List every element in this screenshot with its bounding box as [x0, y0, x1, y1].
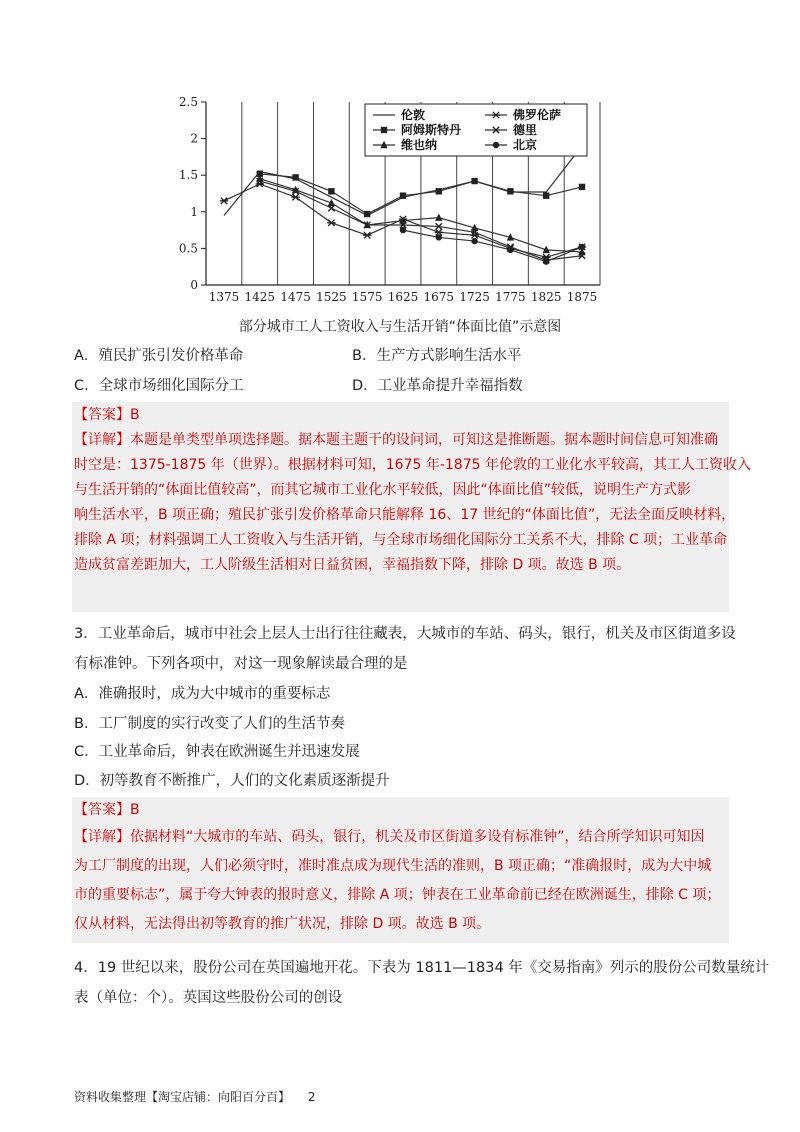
- answer-label: 【答案】B: [74, 407, 140, 423]
- legend-label: 德里: [513, 123, 538, 137]
- x-tick-label: 1825: [530, 290, 562, 304]
- option-c: C．工业革命后，钟表在欧洲诞生并迅速发展: [74, 744, 360, 760]
- x-tick-label: 1525: [316, 290, 347, 304]
- dot-marker: [543, 258, 549, 264]
- legend-label: 伦敦: [401, 108, 426, 122]
- legend-label: 维也纳: [401, 138, 438, 152]
- option-d: D．初等教育不断推广，人们的文化素质逐渐提升: [74, 773, 390, 789]
- wage-ratio-chart: [170, 90, 630, 312]
- option-b: B．生产方式影响生活水平: [352, 348, 522, 364]
- option-d: D．工业革命提升幸福指数: [352, 378, 523, 394]
- option-c: C．全球市场细化国际分工: [74, 378, 244, 394]
- detail-line: 时空是：1375-1875 年（世界）。根据材料可知，1675 年-1875 年伦敦的工业化水平较高，其工人工资收入: [74, 457, 751, 473]
- option-a: A．准确报时，成为大中城市的重要标志: [74, 686, 331, 702]
- page-number: 2: [307, 1090, 316, 1104]
- footer-source: 资料收集整理【淘宝店铺：向阳百分百】: [74, 1090, 291, 1104]
- square-marker: [292, 174, 298, 180]
- detail-line: 仅从材料，无法得出初等教育的推广状况，排除 D 项。故选 B 项。: [74, 916, 491, 932]
- x-tick-label: 1875: [566, 290, 598, 304]
- chart-series: [220, 146, 586, 265]
- square-marker: [400, 192, 406, 198]
- x-tick-label: 1775: [495, 290, 526, 304]
- detail-line: 【详解】依据材料“大城市的车站、码头，银行，机关及市区街道多设有标准钟”，结合所学知识可知因: [74, 829, 705, 845]
- square-marker: [543, 192, 549, 198]
- answer-label: 【答案】B: [74, 802, 140, 818]
- dot-marker: [493, 142, 499, 148]
- detail-line: 与生活开销的“体面比值较高”，而其它城市工业化水平较低，因此“体面比值”较低，说明生产方式影: [74, 482, 692, 498]
- option-b: B．工厂制度的实行改变了人们的生活节奏: [74, 716, 345, 732]
- square-marker: [507, 188, 513, 194]
- x-tick-label: 1625: [387, 290, 419, 304]
- question-3-stem-line: 3．工业革命后，城市中社会上层人士出行往往藏表，大城市的车站、码头，银行，机关及市区街道多设: [74, 626, 736, 642]
- page-footer: [74, 1088, 315, 1105]
- square-marker: [328, 188, 334, 194]
- detail-line: 排除 A 项；材料强调工人工资收入与生活开销，与全球市场细化国际分工关系不大，排除 C 项；工业革命: [74, 532, 728, 548]
- legend-label: 阿姆斯特丹: [401, 123, 462, 137]
- dot-marker: [471, 238, 477, 244]
- y-tick-label: 1: [190, 204, 198, 219]
- detail-line: 【详解】本题是单类型单项选择题。据本题主题干的设问词，可知这是推断题。据本题时间信息可知准确: [74, 432, 718, 448]
- dot-marker: [436, 234, 442, 240]
- question-3-stem-line: 有标准钟。下列各项中，对这一现象解读最合理的是: [74, 656, 408, 672]
- y-tick-label: 0.5: [178, 241, 198, 256]
- star-marker: [220, 198, 228, 204]
- detail-line: 响生活水平，B 项正确；殖民扩张引发价格革命只能解释 16、17 世纪的“体面比值”，无法全面反映材料，: [74, 507, 736, 523]
- x-tick-label: 1575: [351, 290, 383, 304]
- dot-marker: [400, 227, 406, 233]
- x-tick-label: 1375: [208, 290, 240, 304]
- legend-label: 佛罗伦萨: [513, 108, 562, 122]
- x-tick-label: 1475: [280, 290, 311, 304]
- legend-label: 北京: [513, 138, 538, 152]
- square-marker: [364, 211, 370, 217]
- square-marker: [579, 184, 585, 190]
- chart-legend: [365, 104, 587, 156]
- y-tick-label: 2: [190, 131, 198, 146]
- option-a: A．殖民扩张引发价格革命: [74, 348, 244, 364]
- chart-title: 部分城市工人工资收入与生活开销“体面比值”示意图: [238, 319, 562, 335]
- answer-block-q2: [72, 402, 751, 612]
- detail-line: 市的重要标志”，属于夸大钟表的报时意义，排除 A 项；钟表在工业革命前已经在欧洲诞生，排除 C 项；: [74, 887, 721, 903]
- y-tick-label: 0: [190, 278, 198, 292]
- x-tick-label: 1725: [459, 290, 490, 304]
- dot-marker: [507, 247, 513, 253]
- square-marker: [436, 188, 442, 194]
- star-marker: [291, 194, 299, 200]
- answer-block-q3: [72, 797, 729, 943]
- star-marker: [363, 232, 371, 238]
- detail-line: 为工厂制度的出现，人们必须守时，准时准点成为现代生活的准则，B 项正确；“准确报时，成为大中城: [74, 858, 712, 874]
- question-4-stem-line: 4．19 世纪以来，股份公司在英国遍地开花。下表为 1811—1834 年《交易指南》列示的股份公司数量统计: [74, 960, 770, 976]
- detail-line: 造成贫富差距加大，工人阶级生活相对日益贫困，幸福指数下降，排除 D 项。故选 B 项。: [74, 557, 631, 573]
- question-4-stem-line: 表（单位：个）。英国这些股份公司的创设: [74, 990, 343, 1006]
- dot-marker: [579, 244, 585, 250]
- x-tick-label: 1675: [423, 290, 455, 304]
- x-tick-label: 1425: [244, 290, 276, 304]
- square-marker: [471, 178, 477, 184]
- triangle-marker: [435, 213, 442, 220]
- square-marker: [381, 127, 387, 133]
- y-tick-label: 1.5: [178, 168, 198, 183]
- y-tick-label: 2.5: [178, 95, 198, 109]
- star-marker: [327, 220, 335, 226]
